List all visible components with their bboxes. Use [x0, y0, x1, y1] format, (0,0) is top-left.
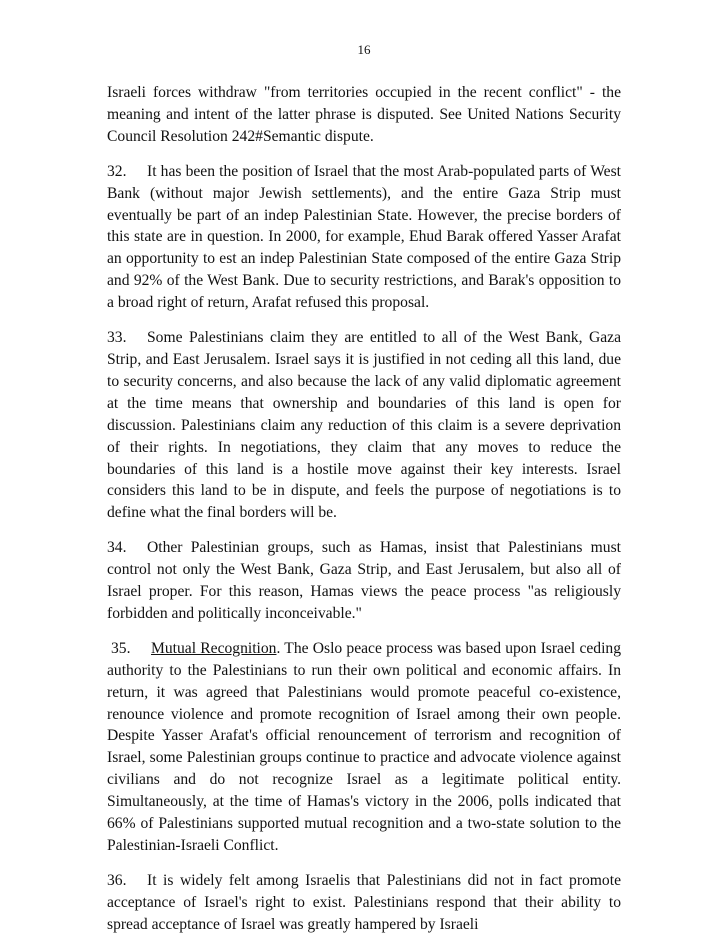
paragraph-continued [107, 82, 621, 148]
paragraph-number: 35. [111, 639, 131, 657]
paragraph-number: 33. [107, 329, 127, 347]
document-body [107, 82, 621, 949]
section-heading: Mutual Recognition [151, 639, 277, 657]
paragraph-text: . The Oslo peace process was based upon Israel ceding authority to the Palestinians to run their own political and economic affairs. In return, it was agreed that Palestinians would promote peaceful co-existence, renounce violence and promote recognition of Israel among their own people. Despite Yasser Arafat's official renouncement of terrorism and recognition of Israel, some Palestinian groups continue to practice and advocate violence against civilians and do not recognize Israel as a legitimate political entity. Simultaneously, at the time of Hamas's victory in the 2006, polls indicated that 66% of Palestinians supported mutual recognition and a two-state solution to the Palestinian-Israeli Conflict. [107, 639, 622, 854]
page-number: 16 [357, 42, 371, 57]
paragraph-32 [107, 161, 621, 314]
paragraph-number: 36. [107, 871, 127, 889]
paragraph-text: Israeli forces withdraw "from territories occupied in the recent conflict" - the meaning and intent of the latter phrase is disputed. See United Nations Security Council Resolution 242#Semantic dispute. [107, 84, 621, 145]
paragraph-text: Some Palestinians claim they are entitled to all of the West Bank, Gaza Strip, and East Jerusalem. Israel says it is justified in not ceding all this land, due to security concerns, and also because the lack of any valid diplomatic agreement at the time means that ownership and boundaries of this land is open for discussion. Palestinians claim any reduction of this claim is a severe deprivation of their rights. In negotiations, they claim that any moves to reduce the boundaries of this land is a hostile move against their key interests. Israel considers this land to be in dispute, and feels the purpose of negotiations is to define what the final borders will be. [107, 329, 621, 522]
paragraph-text: Other Palestinian groups, such as Hamas, insist that Palestinians must control not only the West Bank, Gaza Strip, and East Jerusalem, but also all of Israel proper. For this reason, Hamas views the peace process "as religiously forbidden and politically inconceivable." [107, 539, 621, 622]
paragraph-35 [107, 638, 621, 857]
paragraph-number: 32. [107, 162, 127, 180]
paragraph-text: It is widely felt among Israelis that Palestinians did not in fact promote acceptance of Israel's right to exist. Palestinians respond that their ability to spread acceptance of Israel was greatly hampered by Israeli [107, 871, 621, 933]
paragraph-36 [107, 870, 621, 936]
paragraph-text: It has been the position of Israel that the most Arab-populated parts of West Bank (without major Jewish settlements), and the entire Gaza Strip must eventually be part of an indep Palestinian State. However, the precise borders of this state are in question. In 2000, for example, Ehud Barak offered Yasser Arafat an opportunity to est an indep Palestinian State composed of the entire Gaza Strip and 92% of the West Bank. Due to security restrictions, and Barak's opposition to a broad right of return, Arafat refused this proposal. [107, 162, 621, 312]
paragraph-34 [107, 537, 621, 625]
paragraph-number: 34. [107, 539, 127, 557]
paragraph-33 [107, 327, 621, 524]
